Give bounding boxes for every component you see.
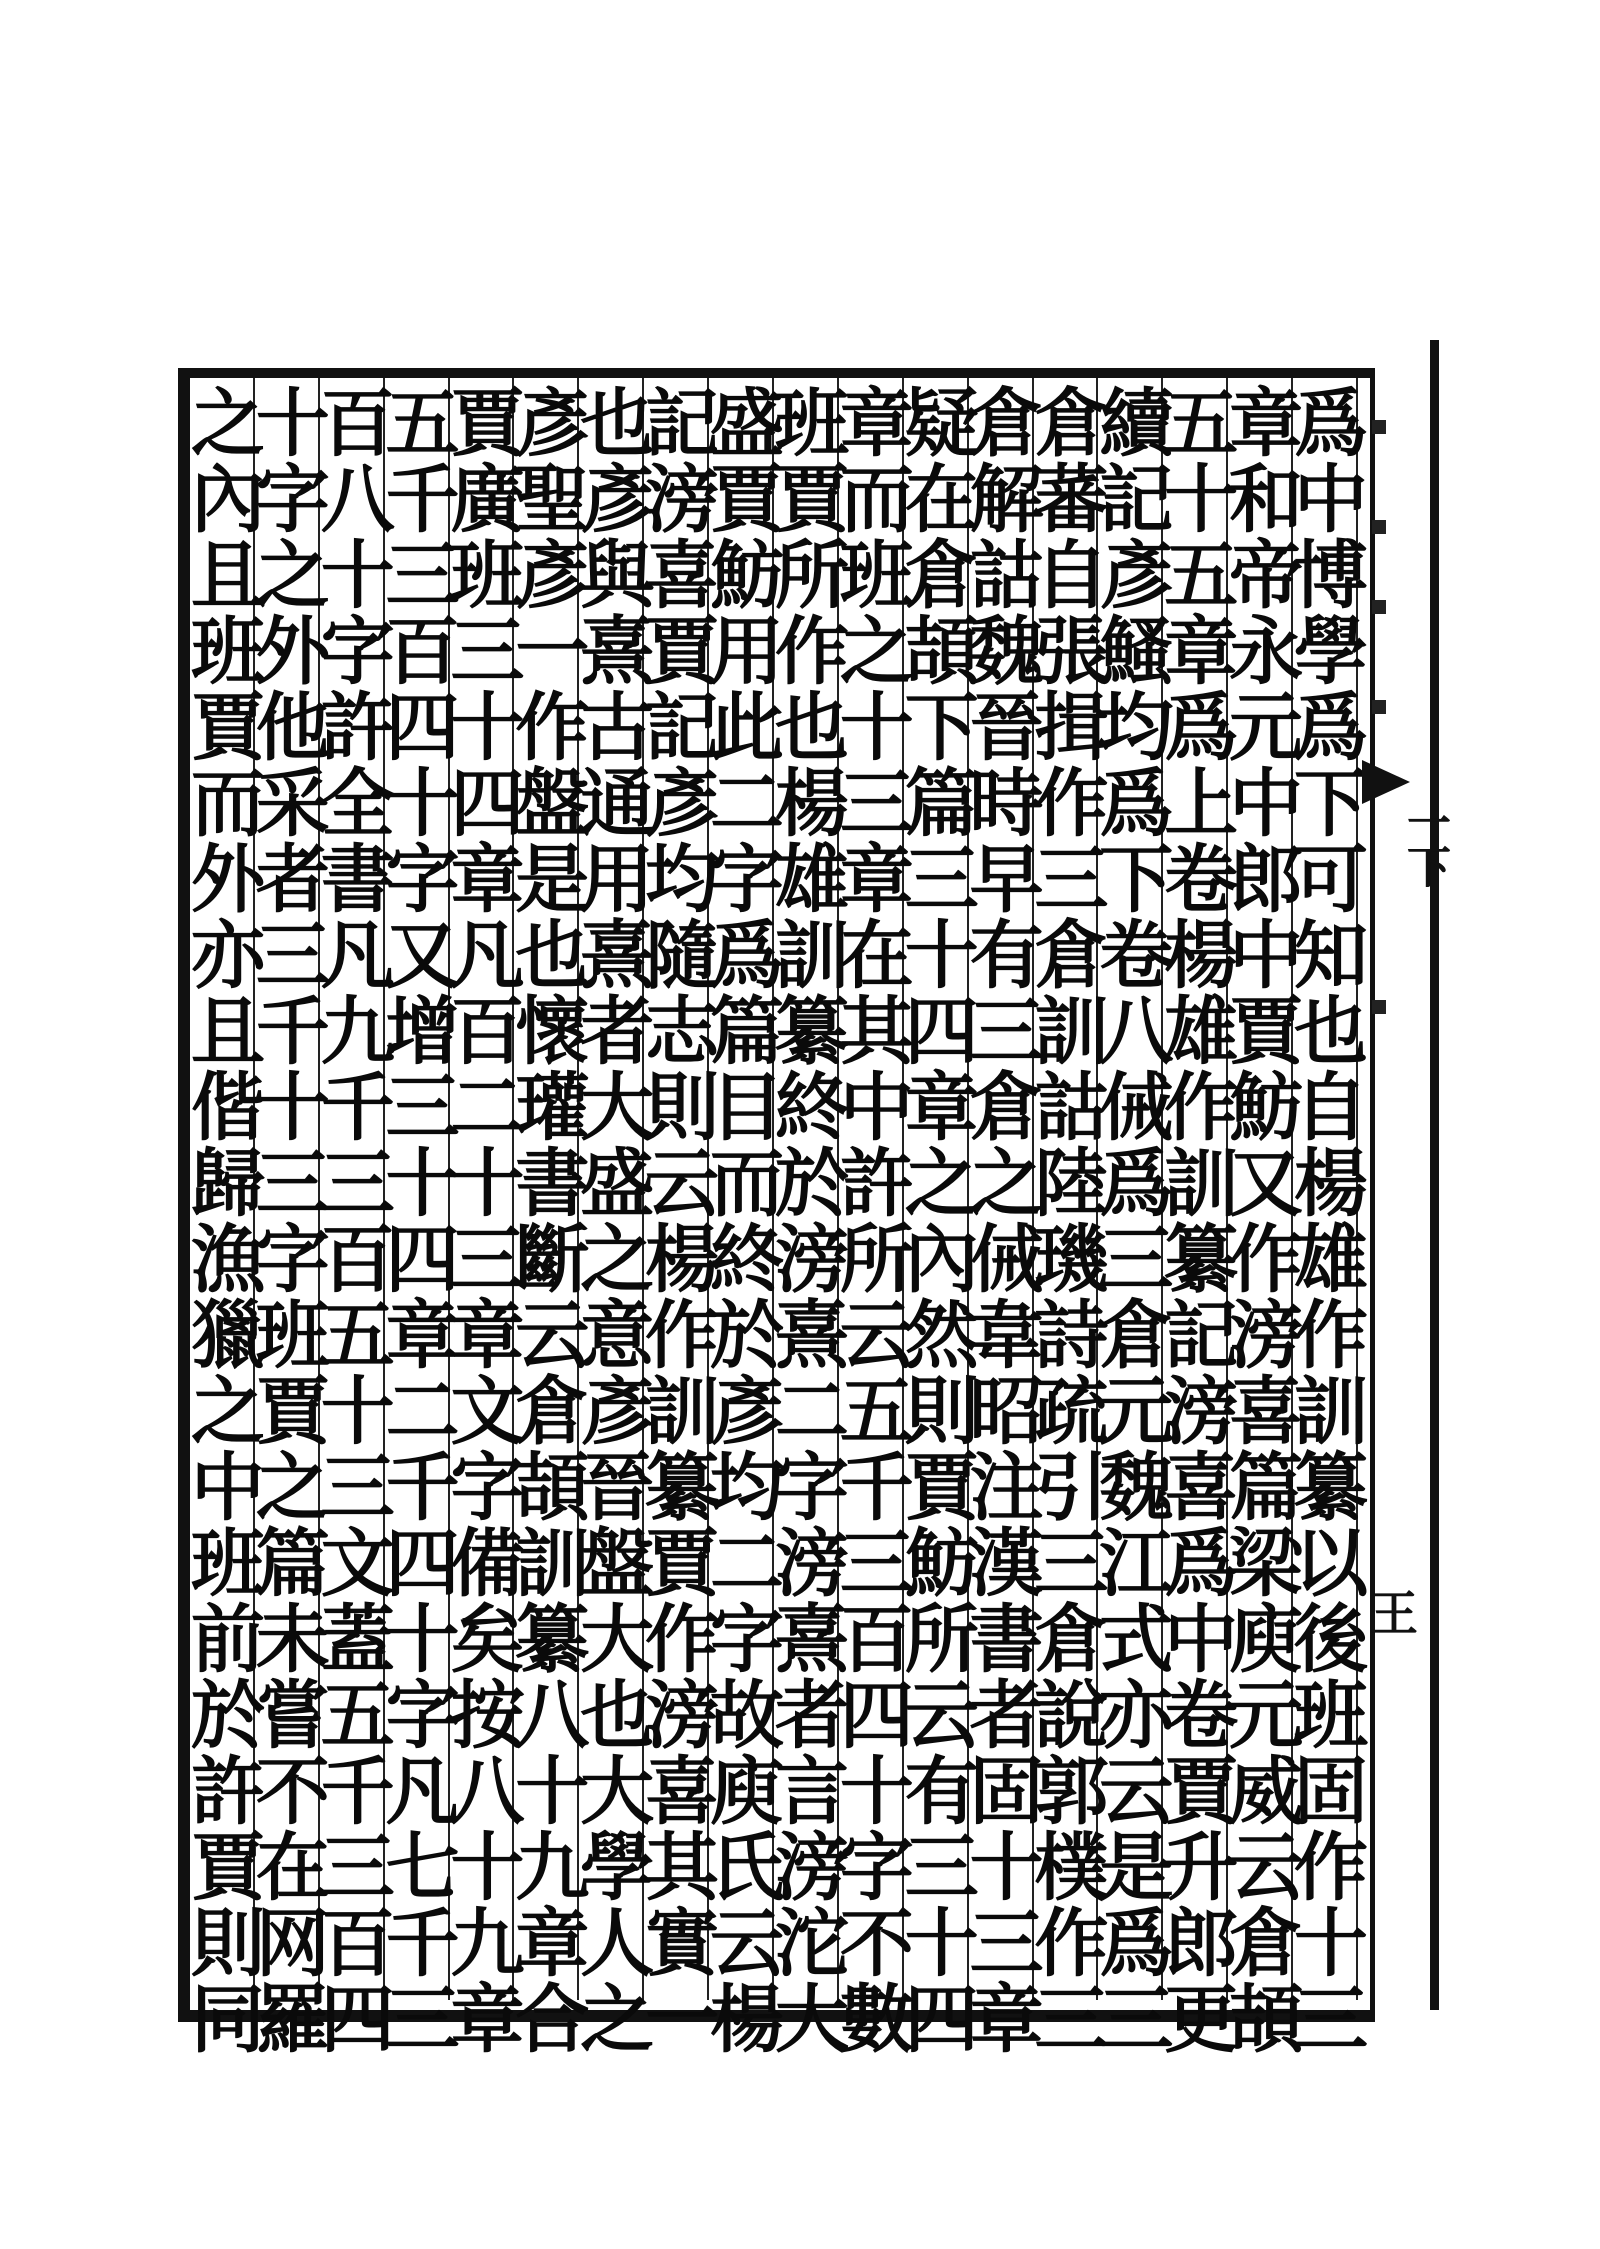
folio-number: 王	[1370, 1586, 1419, 1642]
margin-tick	[1372, 600, 1386, 614]
column-text: 五十五章爲上卷楊雄作訓纂記滂喜爲中卷賈升郎更	[1152, 384, 1239, 2056]
margin-tick	[1372, 1000, 1386, 1014]
column-text: 五千三百四十字又增三十四章二千四十字凡七千三	[373, 384, 460, 2056]
column-text: 班賈所作也楊雄訓纂終於滂熹二字滂熹者言滂沱大	[762, 384, 849, 2056]
column-text: 章和帝永元中郎中賈魴又作滂喜篇梁庾元威云倉頡	[1217, 384, 1304, 2056]
column-text: 倉蕃自張揖作三倉訓詁陸璣詩疏引三倉說郭樸作三	[1022, 384, 1109, 2056]
column-text: 疑在倉頡下篇三十四章之內然則賈魴所云有三十四	[892, 384, 979, 2056]
text-block	[178, 378, 1369, 2056]
margin-rule	[1430, 340, 1439, 2010]
column-text: 記滂喜賈記彥均隨志則云楊作訓纂賈作滂喜其實一	[633, 384, 720, 2056]
page-margin-strip	[1358, 360, 1432, 2000]
margin-tick	[1372, 520, 1386, 534]
column-text: 彥聖彥一作盤是也懷瓘書斷云倉頡訓纂八十九章合	[503, 384, 590, 2056]
margin-title: 一下	[1399, 800, 1450, 888]
fish-tail-mark	[1362, 760, 1410, 804]
margin-tick	[1372, 420, 1386, 434]
column-text: 盛賈魴用此二字爲篇目而終於彥均二字故庾氏云楊	[698, 384, 785, 2056]
column-text: 續記彥鰠均爲下卷八㑘爲三倉元魏江式亦云是爲三	[1087, 384, 1174, 2056]
column-text: 賈廣班三十四章凡百二十三章文字備矣按八十九章	[438, 384, 525, 2056]
column-text: 百八十字許全書凡九千三百五十三文蓋五千三百四	[308, 384, 395, 2056]
margin-tick	[1372, 700, 1386, 714]
text-column	[178, 378, 265, 2056]
column-text: 倉解詁魏晉時早有三倉之㑘韋昭注漢書者固十三章	[957, 384, 1044, 2056]
column-text: 爲中博學爲下可知也自楊雄作訓纂以後班固作十三	[1282, 384, 1369, 2056]
column-text: 也彥與熹古通用熹者大盛之意彥晉盤大也大學人之	[568, 384, 655, 2056]
column-text: 章而班之十三章在其中許所云五千三百四十字不數	[827, 384, 914, 2056]
column-text: 十字之外他采者三千十三字班賈之篇未嘗不在网羅	[243, 384, 330, 2056]
column-text: 之內且班賈而外亦且偕歸漁獵之中班前於許賈則同	[178, 384, 265, 2056]
